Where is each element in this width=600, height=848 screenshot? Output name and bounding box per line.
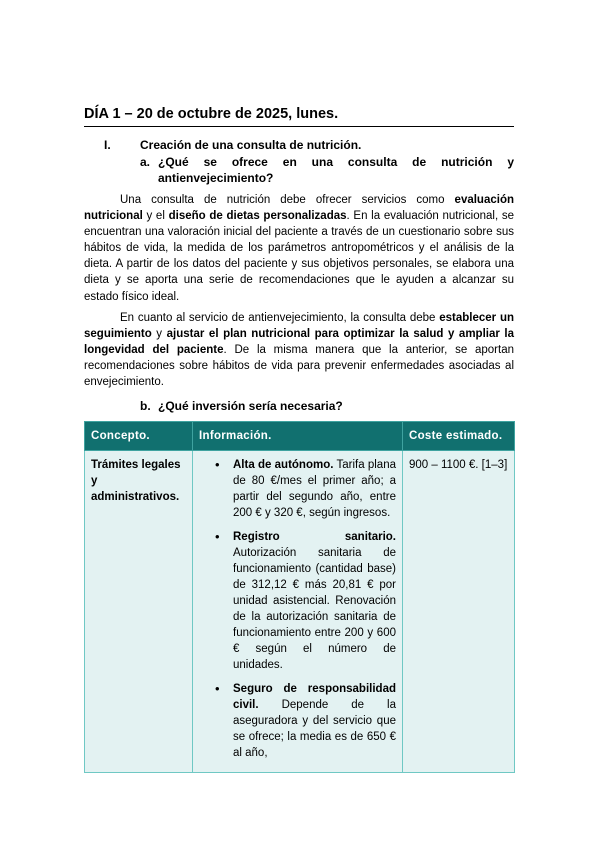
item-text: Tarifa plana de 80 €/mes el primer año; a partir del segundo año, entre 200 € y 320 €, según ingresos. [233,459,396,519]
question-b-text: ¿Qué inversión sería necesaria? [158,399,343,413]
header-info: Información. [193,422,403,451]
p1-text-1: Una consulta de nutrición debe ofrecer servicios como [120,194,455,206]
p2-bold-2: ajustar el plan nutricional para optimizar la salud y ampliar la longevidad del paciente [84,328,515,357]
item-text: Autorización sanitaria de funcionamiento (cantidad base) de 312,12 € más 20,81 € por unidad asistencial. Renovación de la autorización sanitaria de funcionamiento entre 200 y 600 € según el número de unidades. [233,547,396,671]
row-cost: 900 – 1100 €. [1–3] [403,451,515,773]
p2-bold-1: establecer un seguimiento [84,312,514,341]
p1-bold-2: diseño de dietas personalizadas [168,210,347,223]
question-a [140,154,514,186]
item-title: Alta de autónomo. [233,459,334,471]
row-concept: Trámites legales y administrativos. [85,451,193,773]
row-info [193,451,403,773]
p2-text-1: En cuanto al servicio de antienvejecimiento, la consulta debe [120,312,440,324]
table-header-row [85,422,515,451]
list-item [233,529,396,673]
p2-text-2: y [151,328,167,341]
item-title: Seguro de responsabilidad civil. [233,683,396,711]
header-cost: Coste estimado. [403,422,515,451]
section-number: I. [104,138,111,152]
paragraph-antiaging [84,310,514,390]
p1-bold-1: evaluación nutricional [84,194,514,223]
question-a-text: ¿Qué se ofrece en una consulta de nutrición y antienvejecimiento? [158,155,514,185]
item-text: Depende de la aseguradora y del servicio que se ofrece; la media es de 650 € al año, [233,699,396,759]
info-list [199,457,396,761]
section-title: Creación de una consulta de nutrición. [140,138,362,152]
table-row [85,451,515,773]
question-b-letter: b. [140,399,151,413]
question-a-letter: a. [140,155,151,169]
list-item [233,681,396,761]
day-title: DÍA 1 – 20 de octubre de 2025, lunes. [84,106,514,127]
header-concept: Concepto. [85,422,193,451]
item-title: Registro sanitario. [233,531,396,543]
investment-table [84,421,515,773]
p1-text-2: y el [142,210,169,223]
section-heading [104,138,361,152]
question-b [140,398,514,414]
p2-text-3: . De la misma manera que la anterior, se aportan recomendaciones sobre hábitos de vida para prevenir enfermedades asociadas al envejecimiento. [84,344,514,389]
list-item [233,457,396,521]
p1-text-3: . En la evaluación nutricional, se encuentran una valoración inicial del paciente a través de un cuestionario sobre sus hábitos de vida, la medida de los parámetros antropométricos y el análisis de la dieta. A partir de los datos del paciente y sus objetivos personales, se elabora una dieta y se aporta una serie de recomendaciones que le ayuden a alcanzar su estado físico ideal. [84,210,514,303]
paragraph-nutrition [84,192,514,305]
